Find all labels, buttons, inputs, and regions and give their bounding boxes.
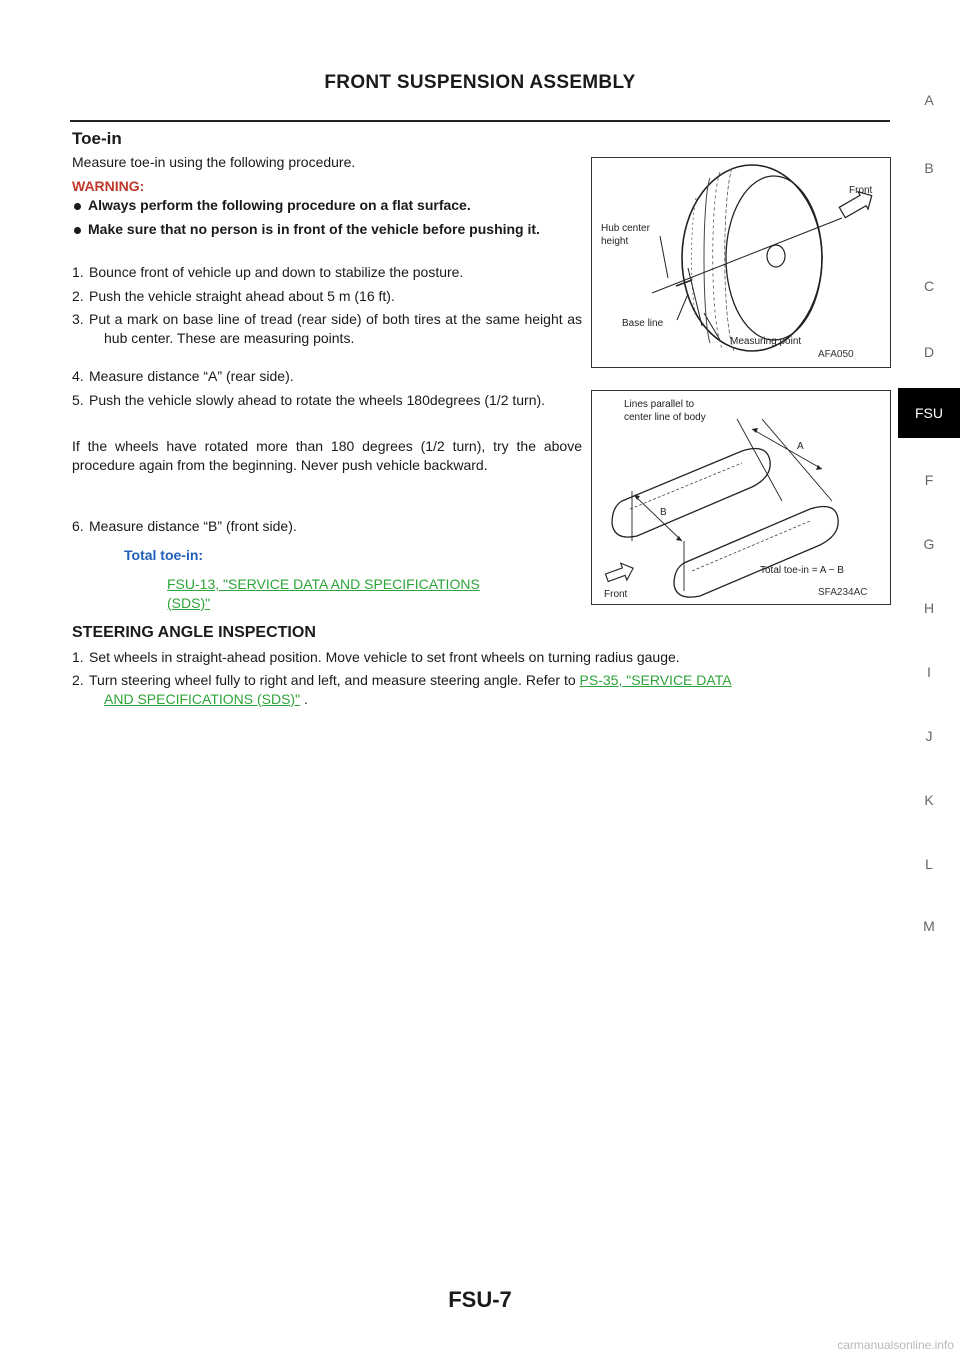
ps-sds-link[interactable]: AND SPECIFICATIONS (SDS)" — [104, 691, 301, 707]
side-index-i[interactable]: I — [927, 664, 931, 680]
side-index-f[interactable]: F — [924, 472, 934, 488]
total-toe-in-label: Total toe-in: — [124, 547, 204, 563]
side-index-k[interactable]: K — [924, 792, 934, 808]
step-text: Push the vehicle straight ahead about 5 m (16 ft). — [89, 288, 395, 304]
label-front: Front — [849, 185, 873, 196]
bullet-icon — [74, 227, 81, 234]
page-number: FSU-7 — [448, 1287, 512, 1312]
step-text-continued — [104, 690, 308, 709]
side-index-j[interactable]: J — [925, 728, 933, 744]
step-text-end: . — [300, 691, 308, 707]
step-text: Bounce front of vehicle up and down to stabilize the posture. — [89, 264, 464, 280]
step-text: Set wheels in straight-ahead position. Move vehicle to set front wheels on turning radius gauge. — [89, 649, 680, 665]
warning-label: WARNING: — [72, 178, 145, 194]
step-number: 1. — [72, 649, 84, 665]
step-number: 1. — [72, 264, 84, 280]
warning-item: Make sure that no person is in front of the vehicle before pushing it. — [88, 221, 540, 237]
step-number: 6. — [72, 518, 84, 534]
label-a: A — [797, 441, 804, 452]
label-lines-parallel: Lines parallel to — [624, 399, 695, 410]
figure-toe-in-measurement — [591, 390, 891, 605]
side-index-h[interactable]: H — [923, 600, 935, 616]
label-total-toe-in: Total toe-in = A − B — [760, 565, 844, 576]
step-number: 3. — [72, 311, 84, 327]
side-index-b[interactable]: B — [924, 160, 934, 176]
side-index-fsu[interactable]: FSU — [898, 388, 960, 438]
figure-tire-hub-height — [591, 157, 891, 368]
note-text: If the wheels have rotated more than 180 degrees (1/2 turn), try the above procedure again from the beginning. Never push vehicle backward. — [72, 438, 582, 473]
label-hub-center: Hub center — [601, 223, 650, 234]
section-title: Toe-in — [72, 129, 122, 148]
step-text: Push the vehicle slowly ahead to rotate the wheels 180degrees (1/2 turn). — [89, 392, 546, 408]
step-number: 5. — [72, 392, 84, 408]
sds-link[interactable]: FSU-13, "SERVICE DATA AND SPECIFICATIONS — [167, 576, 480, 592]
label-front: Front — [604, 589, 628, 600]
step-text: Put a mark on base line of tread (rear side) of both tires at the same height as hub center. These are measuring points. — [89, 311, 582, 346]
step-text: Measure distance “A” (rear side). — [89, 368, 294, 384]
header-rule — [70, 120, 890, 122]
side-index-m[interactable]: M — [923, 918, 935, 934]
toe-in-diagram — [592, 391, 890, 604]
figure-code: SFA234AC — [818, 587, 868, 598]
label-center-line: center line of body — [624, 412, 706, 423]
sds-link[interactable]: (SDS)" — [167, 595, 211, 611]
warning-item: Always perform the following procedure on a flat surface. — [88, 197, 471, 213]
label-measuring-point: Measuring point — [730, 336, 802, 347]
side-index-l[interactable]: L — [925, 856, 933, 872]
page-title: FRONT SUSPENSION ASSEMBLY — [324, 72, 636, 93]
side-index-g[interactable]: G — [923, 536, 935, 552]
tire-diagram — [592, 158, 890, 367]
step-text: Measure distance “B” (front side). — [89, 518, 297, 534]
steering-angle-title: STEERING ANGLE INSPECTION — [72, 624, 316, 641]
step-number: 4. — [72, 368, 84, 384]
side-index-c[interactable]: C — [923, 278, 935, 294]
side-index-a[interactable]: A — [924, 92, 934, 108]
step-number: 2. — [72, 672, 84, 688]
label-b: B — [660, 507, 667, 518]
intro-text: Measure toe-in using the following procedure. — [72, 154, 356, 170]
ps-sds-link[interactable]: PS-35, "SERVICE DATA — [579, 672, 732, 688]
label-base-line: Base line — [622, 318, 664, 329]
figure-code: AFA050 — [818, 349, 854, 360]
bullet-icon — [74, 203, 81, 210]
step-text-body: Turn steering wheel fully to right and left, and measure steering angle. Refer to — [89, 672, 580, 688]
watermark: carmanualsonline.info — [837, 1338, 954, 1352]
step-text — [89, 671, 890, 690]
side-index-d[interactable]: D — [923, 344, 935, 360]
label-height: height — [601, 236, 629, 247]
step-number: 2. — [72, 288, 84, 304]
